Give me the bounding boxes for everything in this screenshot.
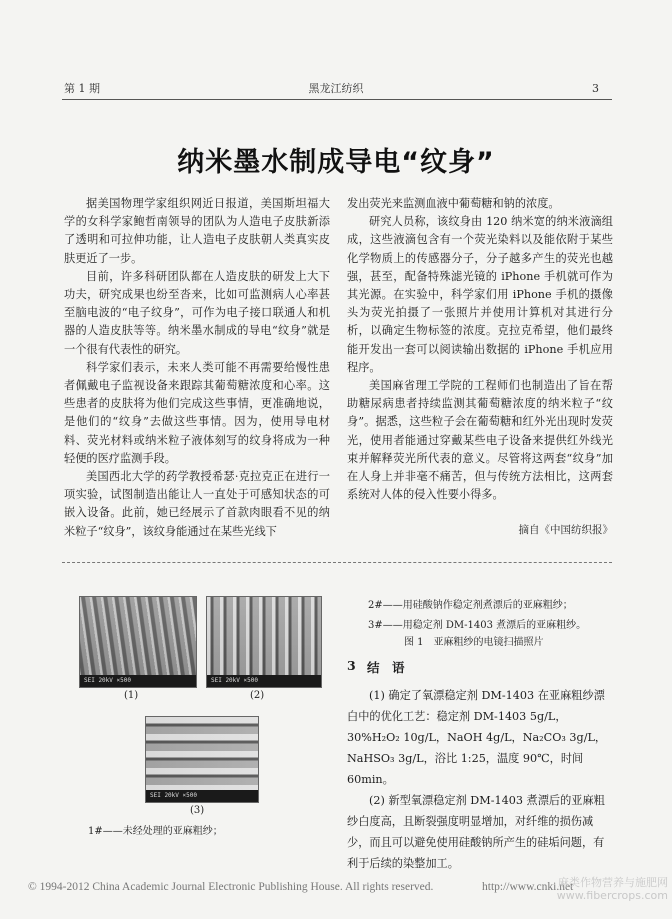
paragraph: 科学家们表示，未来人类可能不再需要给慢性患者佩戴电子监视设备来跟踪其葡萄糖浓度和心率。这些患者的皮肤将为他们完成这些事情，更准确地说，是他们的“纹身”去做这些事情。因为，使用导电材料、荧光材料或纳米粒子液体刻写的纹身将成为一种轻便的医疗监测手段。 — [64, 360, 330, 465]
sem-image-2 — [206, 596, 322, 688]
paragraph: 研究人员称，该纹身由 120 纳米宽的纳米液滴组成，这些液滴包含有一个荧光染料以及能依附于某些化学物质上的传感器分子，分子越多产生的荧光也越强，甚至，配备特殊滤光镜的 iPhone 手机就可作为其光源。在实验中，科学家们用 iPhone 手机的摄像头为荧光拍摄了一张照片并使用计算机对其进行分析，以确定生物标签的浓度。克拉克希望，他们最终能开发出一套可以阅读输出数据的 iPhone 手机应用程序。 — [347, 215, 613, 374]
article-credit: 摘自《中国纺织报》 — [518, 524, 613, 536]
header-rule — [62, 99, 612, 100]
journal-name: 黑龙江纺织 — [308, 82, 364, 95]
sem-scale-bar: SEI 20kV ×500 — [146, 790, 258, 802]
figure-note-1: 1#——未经处理的亚麻粗纱； — [88, 826, 223, 837]
panel-label-2: (2) — [250, 690, 265, 701]
paragraph: (2) 新型氧漂稳定剂 DM-1403 煮漂后的亚麻粗纱白度高，且断裂强度明显增加，对纤维的损伤减少，而且可以避免使用硅酸钠所产生的硅垢问题，有利于后续的染整加工。 — [347, 794, 605, 870]
page-number: 3 — [592, 82, 599, 95]
paragraph: 美国麻省理工学院的工程师们也制造出了旨在帮助糖尿病患者持续监测其葡萄糖浓度的纳米粒子“纹身”。据悉，这些粒子会在葡萄糖和红外光出现时发荧光，使用者能通过穿戴某些电子设备来提供红外线光束并解释荧光所代表的意义。尽管将这两套“纹身”加在人身上并非毫不痛苦，但与传统方法相比，这两套系统对人体的侵入性要小得多。 — [347, 379, 613, 502]
section-number: 3 — [347, 658, 356, 673]
sem-image-1 — [79, 596, 197, 688]
figure-caption: 图 1 亚麻粗纱的电镜扫描照片 — [404, 637, 544, 648]
figure-note-2: 2#——用硅酸钠作稳定剂煮漂后的亚麻粗纱； — [368, 600, 573, 611]
conclusion-body — [347, 685, 613, 874]
panel-label-1: (1) — [124, 690, 139, 701]
sem-image-3 — [145, 716, 259, 803]
watermark — [557, 876, 668, 902]
copyright-notice: © 1994-2012 China Academic Journal Electronic Publishing House. All rights reserved. — [28, 881, 434, 893]
watermark-line: 麻类作物营养与施肥网 — [558, 876, 668, 889]
figure-note-3: 3#——用稳定剂 DM-1403 煮漂后的亚麻粗纱。 — [368, 620, 587, 631]
paragraph: 发出荧光来监测血液中葡萄糖和钠的浓度。 — [347, 197, 560, 210]
article-title: 纳米墨水制成导电“纹身” — [177, 147, 495, 178]
paragraph: 目前，许多科研团队都在人造皮肤的研发上大下功夫，研究成果也纷至沓来，比如可监测病人心率甚至脑电波的“电子纹身”，可作为电子接口联通人和机器的人造皮肤等等。纳米墨水制成的导电“纹身”就是一个很有代表性的研究。 — [64, 269, 330, 356]
issue-number: 第 1 期 — [64, 82, 100, 95]
section-heading: 结 语 — [367, 660, 405, 675]
sem-scale-bar: SEI 20kV ×500 — [207, 675, 321, 687]
watermark-line: www.fibercrops.com — [556, 889, 668, 902]
paragraph: 据美国物理学家组织网近日报道，美国斯坦福大学的女科学家鲍哲南领导的团队为人造电子皮肤新添了透明和可拉伸功能，让人造电子皮肤朝人类真实皮肤更近了一步。 — [64, 197, 330, 265]
panel-label-3: (3) — [190, 805, 205, 816]
paragraph: 美国西北大学的药学教授希瑟·克拉克正在进行一项实验，试图制造出能让人一直处于可感知状态的可嵌入设备。此前，她已经展示了首款肉眼看不见的纳米粒子“纹身”，该纹身能通过在某些光线下 — [64, 470, 330, 538]
article-left-column — [64, 195, 330, 541]
paragraph: (1) 确定了氧漂稳定剂 DM-1403 在亚麻粗纱漂白中的优化工艺：稳定剂 DM-1403 5g/L，30%H₂O₂ 10g/L，NaOH 4g/L，Na₂CO₃ 3g/L，NaHSO₃ 3g/L，浴比 1:25，温度 90℃，时间 60min。 — [347, 689, 607, 786]
section-divider — [62, 562, 612, 563]
cnki-link[interactable]: http://www.cnki.net — [482, 881, 574, 893]
article-right-column — [347, 195, 613, 504]
sem-scale-bar: SEI 20kV ×500 — [80, 675, 196, 687]
